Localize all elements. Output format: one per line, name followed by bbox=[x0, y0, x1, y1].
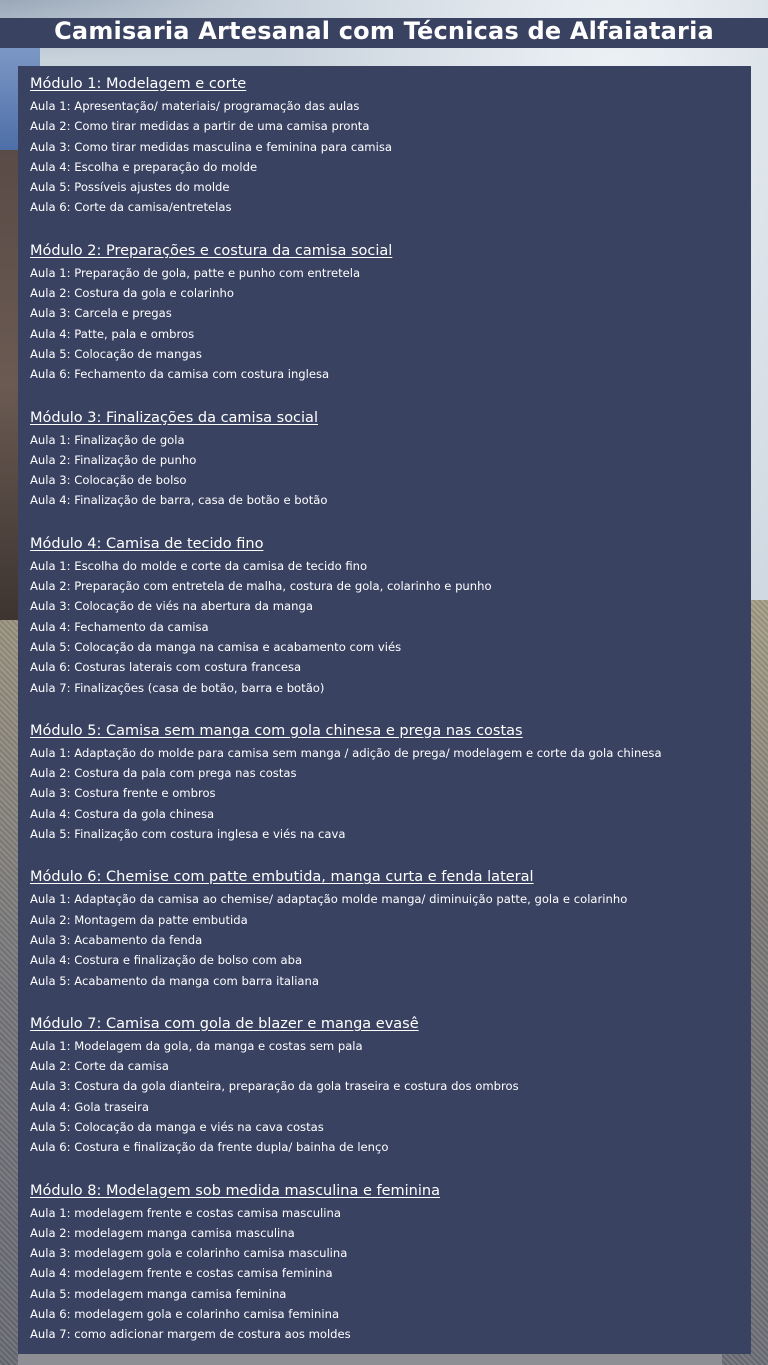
module-title: Módulo 4: Camisa de tecido fino bbox=[30, 535, 264, 552]
lesson-item: Aula 6: modelagem gola e colarinho camisa feminina bbox=[30, 1307, 340, 1322]
lesson-item: Aula 3: modelagem gola e colarinho camisa masculina bbox=[30, 1246, 348, 1261]
module-section bbox=[30, 239, 751, 385]
module-section bbox=[30, 1012, 751, 1158]
lesson-item: Aula 1: Escolha do molde e corte da camisa de tecido fino bbox=[30, 558, 368, 573]
lesson-item: Aula 2: Costura da gola e colarinho bbox=[30, 286, 234, 301]
lesson-item: Aula 5: Colocação de mangas bbox=[30, 346, 202, 361]
lesson-item: Aula 6: Fechamento da camisa com costura inglesa bbox=[30, 367, 330, 382]
lesson-item: Aula 4: modelagem frente e costas camisa feminina bbox=[30, 1266, 333, 1281]
module-section bbox=[30, 865, 751, 990]
lesson-item: Aula 5: Colocação da manga na camisa e acabamento com viés bbox=[30, 639, 402, 654]
lesson-item: Aula 3: Acabamento da fenda bbox=[30, 932, 203, 947]
lesson-item: Aula 3: Costura frente e ombros bbox=[30, 786, 216, 801]
lesson-item: Aula 1: Adaptação do molde para camisa sem manga / adição de prega/ modelagem e corte da gola chinesa bbox=[30, 745, 662, 760]
module-title: Módulo 7: Camisa com gola de blazer e manga evasê bbox=[30, 1015, 419, 1032]
lesson-item: Aula 1: modelagem frente e costas camisa masculina bbox=[30, 1205, 341, 1220]
module-title: Módulo 3: Finalizações da camisa social bbox=[30, 409, 318, 426]
lesson-item: Aula 4: Costura da gola chinesa bbox=[30, 806, 215, 821]
lesson-item: Aula 3: Carcela e pregas bbox=[30, 306, 172, 321]
lesson-item: Aula 2: Como tirar medidas a partir de uma camisa pronta bbox=[30, 119, 370, 134]
lesson-item: Aula 2: Preparação com entretela de malha, costura de gola, colarinho e punho bbox=[30, 579, 492, 594]
lesson-item: Aula 1: Preparação de gola, patte e punho com entretela bbox=[30, 265, 361, 280]
course-syllabus-panel bbox=[18, 66, 751, 1354]
lesson-item: Aula 1: Apresentação/ materiais/ programação das aulas bbox=[30, 99, 360, 113]
lesson-item: Aula 4: Patte, pala e ombros bbox=[30, 326, 195, 341]
lesson-item: Aula 1: Adaptação da camisa ao chemise/ adaptação molde manga/ diminuição patte, gola e colarinho bbox=[30, 892, 628, 907]
lesson-item: Aula 7: como adicionar margem de costura aos moldes bbox=[30, 1327, 351, 1342]
module-title: Módulo 1: Modelagem e corte bbox=[30, 76, 247, 92]
lesson-item: Aula 1: Finalização de gola bbox=[30, 432, 185, 447]
lesson-item: Aula 5: Finalização com costura inglesa e viés na cava bbox=[30, 827, 346, 842]
lesson-item: Aula 5: modelagem manga camisa feminina bbox=[30, 1286, 287, 1301]
module-section bbox=[30, 532, 751, 698]
lesson-item: Aula 4: Costura e finalização de bolso com aba bbox=[30, 953, 303, 968]
lesson-item: Aula 4: Finalização de barra, casa de botão e botão bbox=[30, 493, 328, 508]
module-title: Módulo 6: Chemise com patte embutida, manga curta e fenda lateral bbox=[30, 869, 534, 886]
lesson-item: Aula 6: Costura e finalização da frente dupla/ bainha de lenço bbox=[30, 1140, 389, 1155]
lesson-item: Aula 2: Corte da camisa bbox=[30, 1059, 169, 1074]
lesson-item: Aula 2: Finalização de punho bbox=[30, 452, 197, 467]
page-title: Camisaria Artesanal com Técnicas de Alfaiataria bbox=[54, 17, 714, 45]
lesson-item: Aula 3: Colocação de bolso bbox=[30, 473, 187, 488]
lesson-item: Aula 3: Colocação de viés na abertura da manga bbox=[30, 599, 313, 614]
background-fabric-left bbox=[0, 620, 18, 1365]
lesson-item: Aula 2: modelagem manga camisa masculina bbox=[30, 1225, 295, 1240]
lesson-item: Aula 3: Como tirar medidas masculina e feminina para camisa bbox=[30, 139, 392, 154]
module-section bbox=[30, 72, 751, 218]
lesson-item: Aula 2: Montagem da patte embutida bbox=[30, 912, 248, 927]
module-title: Módulo 8: Modelagem sob medida masculina e feminina bbox=[30, 1182, 440, 1199]
lesson-item: Aula 4: Gola traseira bbox=[30, 1099, 150, 1114]
lesson-item: Aula 2: Costura da pala com prega nas costas bbox=[30, 766, 297, 781]
lesson-item: Aula 4: Fechamento da camisa bbox=[30, 619, 209, 634]
lesson-item: Aula 5: Acabamento da manga com barra italiana bbox=[30, 973, 319, 988]
lesson-item: Aula 7: Finalizações (casa de botão, barra e botão) bbox=[30, 680, 325, 695]
lesson-item: Aula 3: Costura da gola dianteira, preparação da gola traseira e costura dos ombros bbox=[30, 1079, 519, 1094]
lesson-item: Aula 5: Possíveis ajustes do molde bbox=[30, 180, 230, 195]
lesson-item: Aula 4: Escolha e preparação do molde bbox=[30, 159, 258, 174]
module-section bbox=[30, 1179, 751, 1345]
lesson-item: Aula 5: Colocação da manga e viés na cava costas bbox=[30, 1119, 324, 1134]
module-title: Módulo 5: Camisa sem manga com gola chinesa e prega nas costas bbox=[30, 722, 523, 739]
module-title: Módulo 2: Preparações e costura da camisa social bbox=[30, 242, 393, 259]
lesson-item: Aula 6: Costuras laterais com costura francesa bbox=[30, 660, 302, 675]
module-section bbox=[30, 719, 751, 844]
lesson-item: Aula 1: Modelagem da gola, da manga e costas sem pala bbox=[30, 1038, 363, 1053]
lesson-item: Aula 6: Corte da camisa/entretelas bbox=[30, 200, 232, 215]
module-section bbox=[30, 406, 751, 511]
